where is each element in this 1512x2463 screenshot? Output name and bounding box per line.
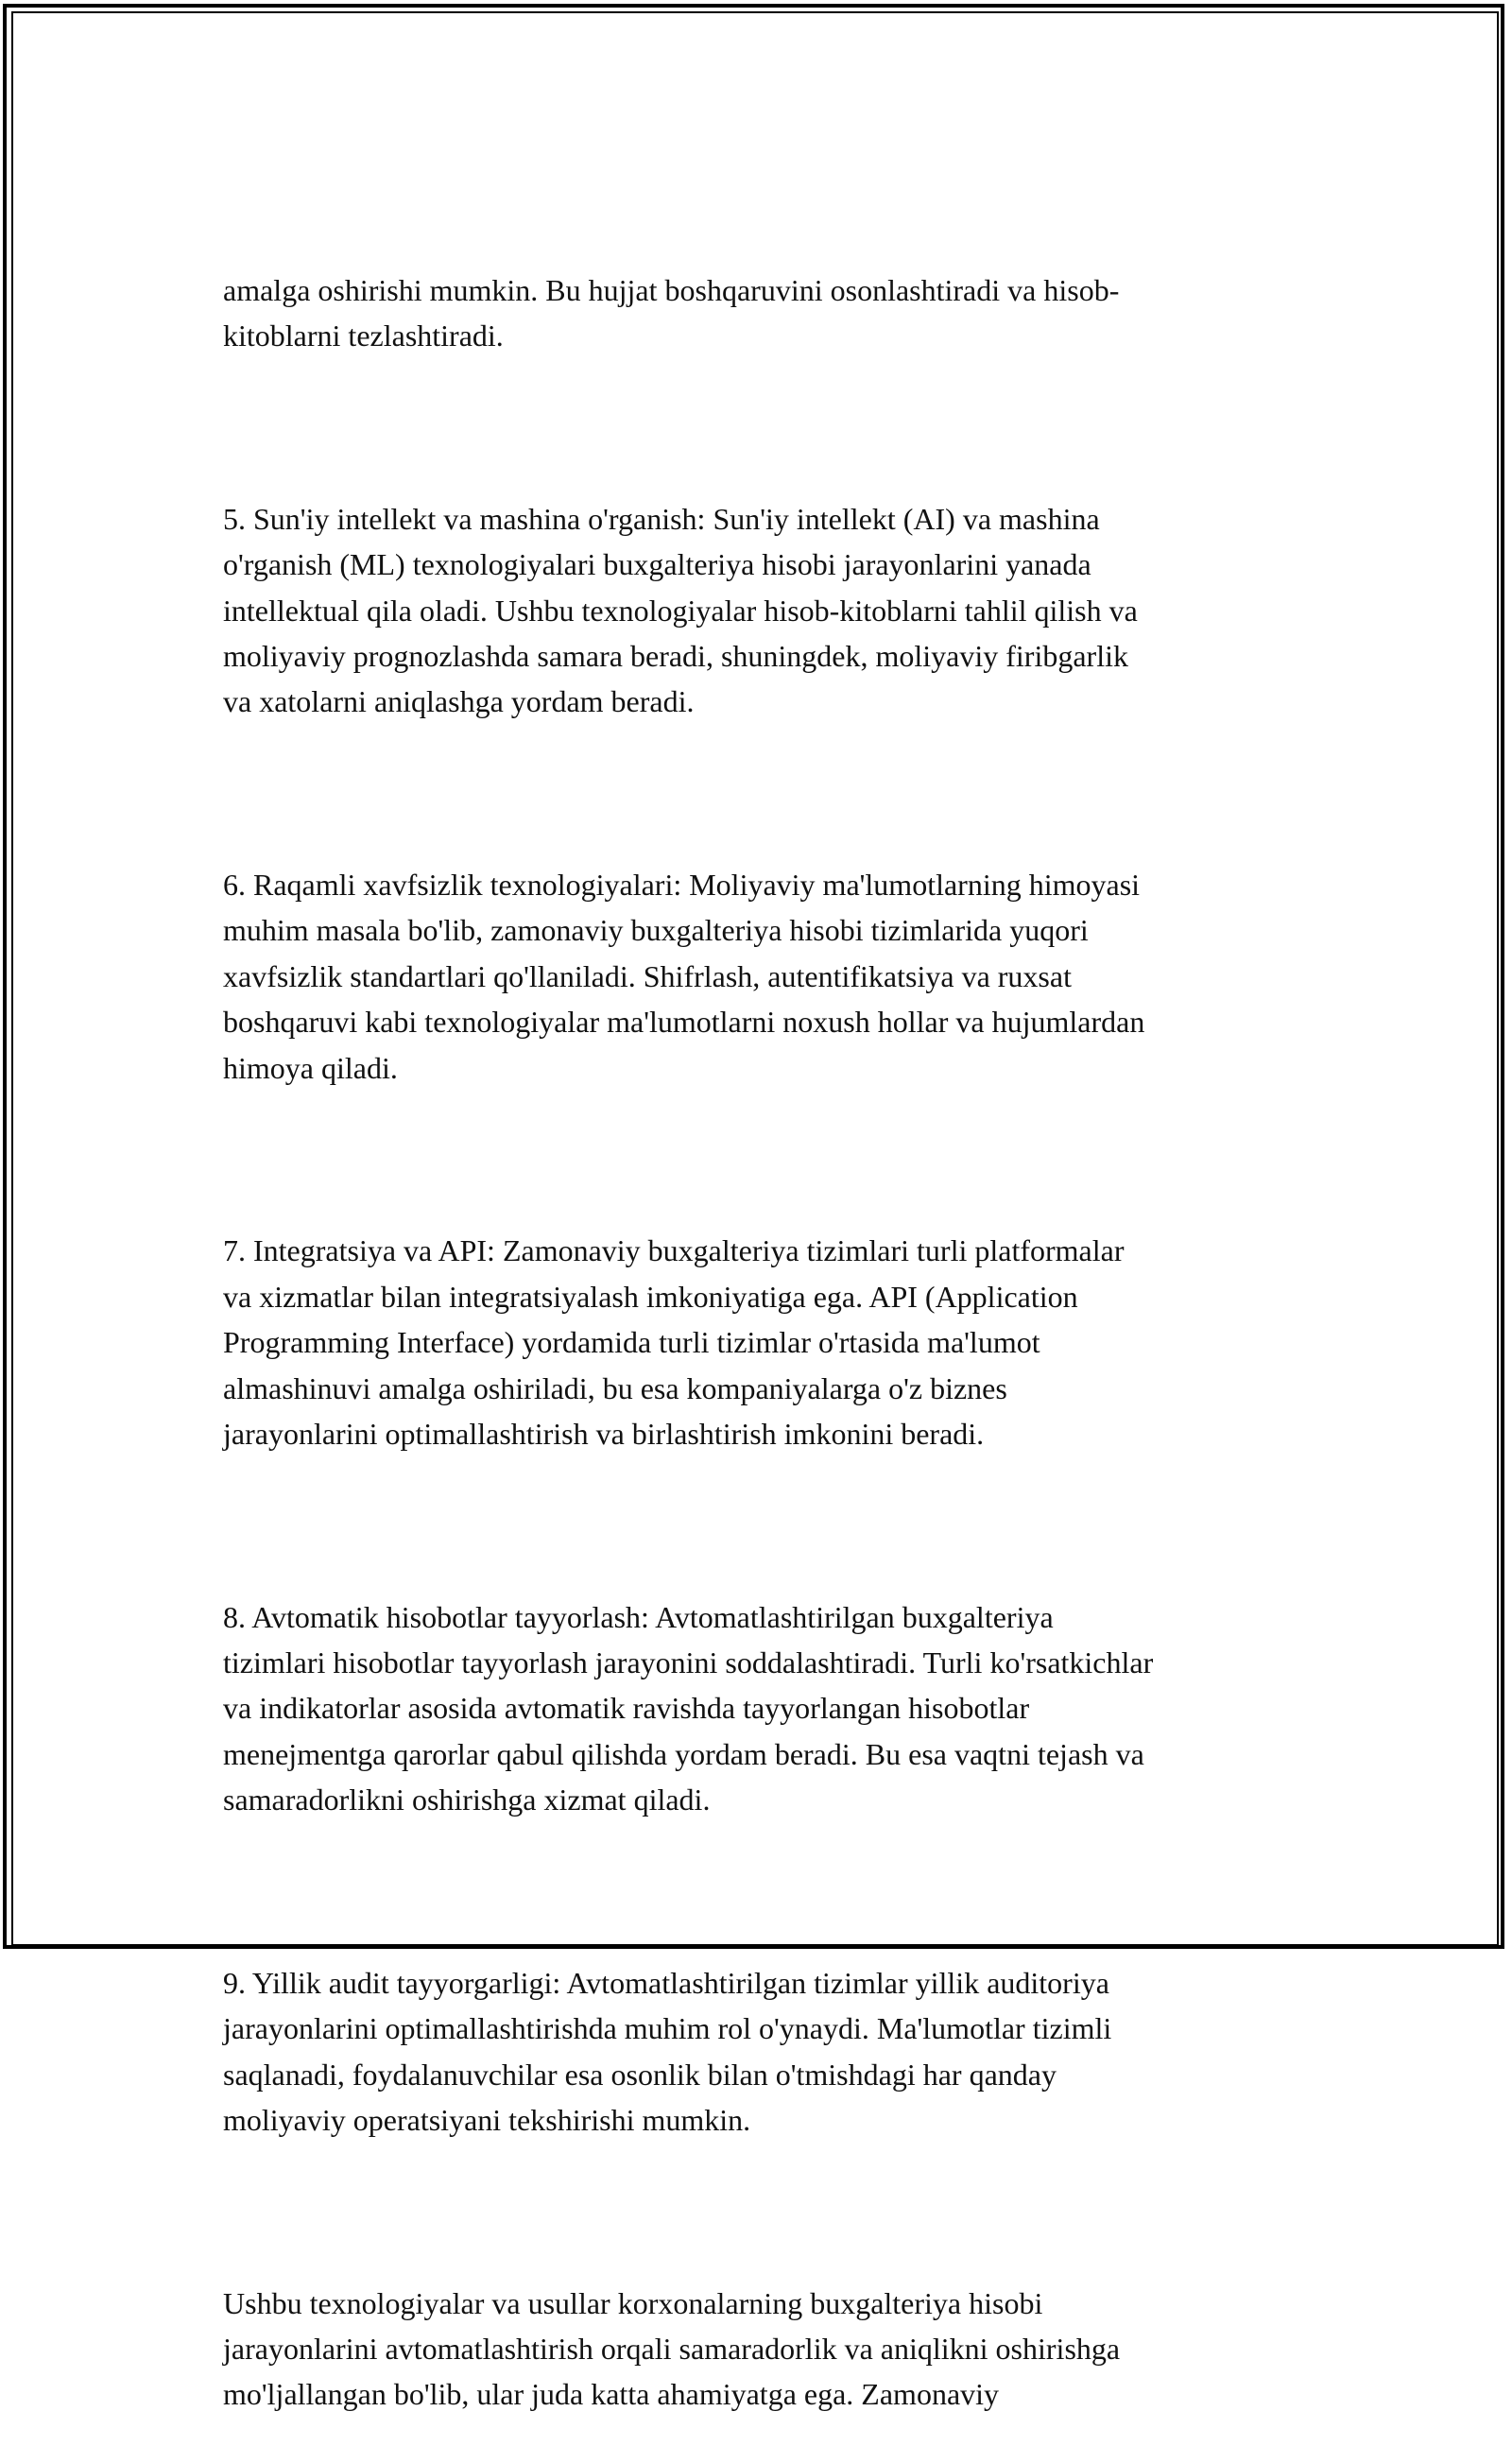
paragraph-conclusion: Ushbu texnologiyalar va usullar korxonalarning buxgalteriya hisobi jarayonlarini avtomatlashtirish orqali samaradorlik va aniqlikni oshirishga mo'ljallangan bo'lib, ular juda katta ahamiyatga ega. Zamonaviy [223, 2285, 1121, 2412]
paragraph-item-6-security: 6. Raqamli xavfsizlik texnologiyalari: Moliyaviy ma'lumotlarning himoyasi muhim masala bo'lib, zamonaviy buxgalteriya hisobi tizimlarida yuqori xavfsizlik standartlari qo'llaniladi. Shifrlash, autentifikatsiya va ruxsat boshqaruvi kabi texnologiyalar ma'lumotlarni noxush hollar va hujumlardan himoya qiladi. [223, 868, 1145, 1085]
paragraph-item-7-integration-api: 7. Integratsiya va API: Zamonaviy buxgalteriya tizimlari turli platformalar va xizmatlar bilan integratsiyalash imkoniyatiga ega. API (Application Programming Interface) yordamida turli tizimlar o'rtasida ma'lumot almashinuvi amalga oshiriladi, bu esa kompaniyalarga o'z biznes jarayonlarini optimallashtirish va birlashtirish imkonini beradi. [223, 1233, 1125, 1451]
paragraph-continuation: amalga oshirishi mumkin. Bu hujjat boshqaruvini osonlashtiradi va hisob- kitoblarni tezlashtiradi. [223, 272, 1120, 353]
paragraph-item-9-audit: 9. Yillik audit tayyorgarligi: Avtomatlashtirilgan tizimlar yillik auditoriya jarayonlarini optimallashtirishda muhim rol o'ynaydi. Ma'lumotlar tizimli saqlanadi, foydalanuvchilar esa osonlik bilan o'tmishdagi har qanday moliyaviy operatsiyani tekshirishi mumkin. [223, 1965, 1112, 2137]
paragraph-item-8-auto-reports: 8. Avtomatik hisobotlar tayyorlash: Avtomatlashtirilgan buxgalteriya tizimlari hisobotlar tayyorlash jarayonini soddalashtiradi. Turli ko'rsatkichlar va indikatorlar asosida avtomatik ravishda tayyorlangan hisobotlar menejmentga qarorlar qabul qilishda yordam beradi. Bu esa vaqtni tejash va samaradorlikni oshirishga xizmat qiladi. [223, 1599, 1154, 1817]
document-body [223, 176, 1310, 2463]
paragraph-item-5-ai-ml: 5. Sun'iy intellekt va mashina o'rganish: Sun'iy intellekt (AI) va mashina o'rganish (ML) texnologiyalari buxgalteriya hisobi jarayonlarini yanada intellektual qila oladi. Ushbu texnologiyalar hisob-kitoblarni tahlil qilish va moliyaviy prognozlashda samara beradi, shuningdek, moliyaviy firibgarlik va xatolarni aniqlashga yordam beradi. [223, 501, 1138, 719]
